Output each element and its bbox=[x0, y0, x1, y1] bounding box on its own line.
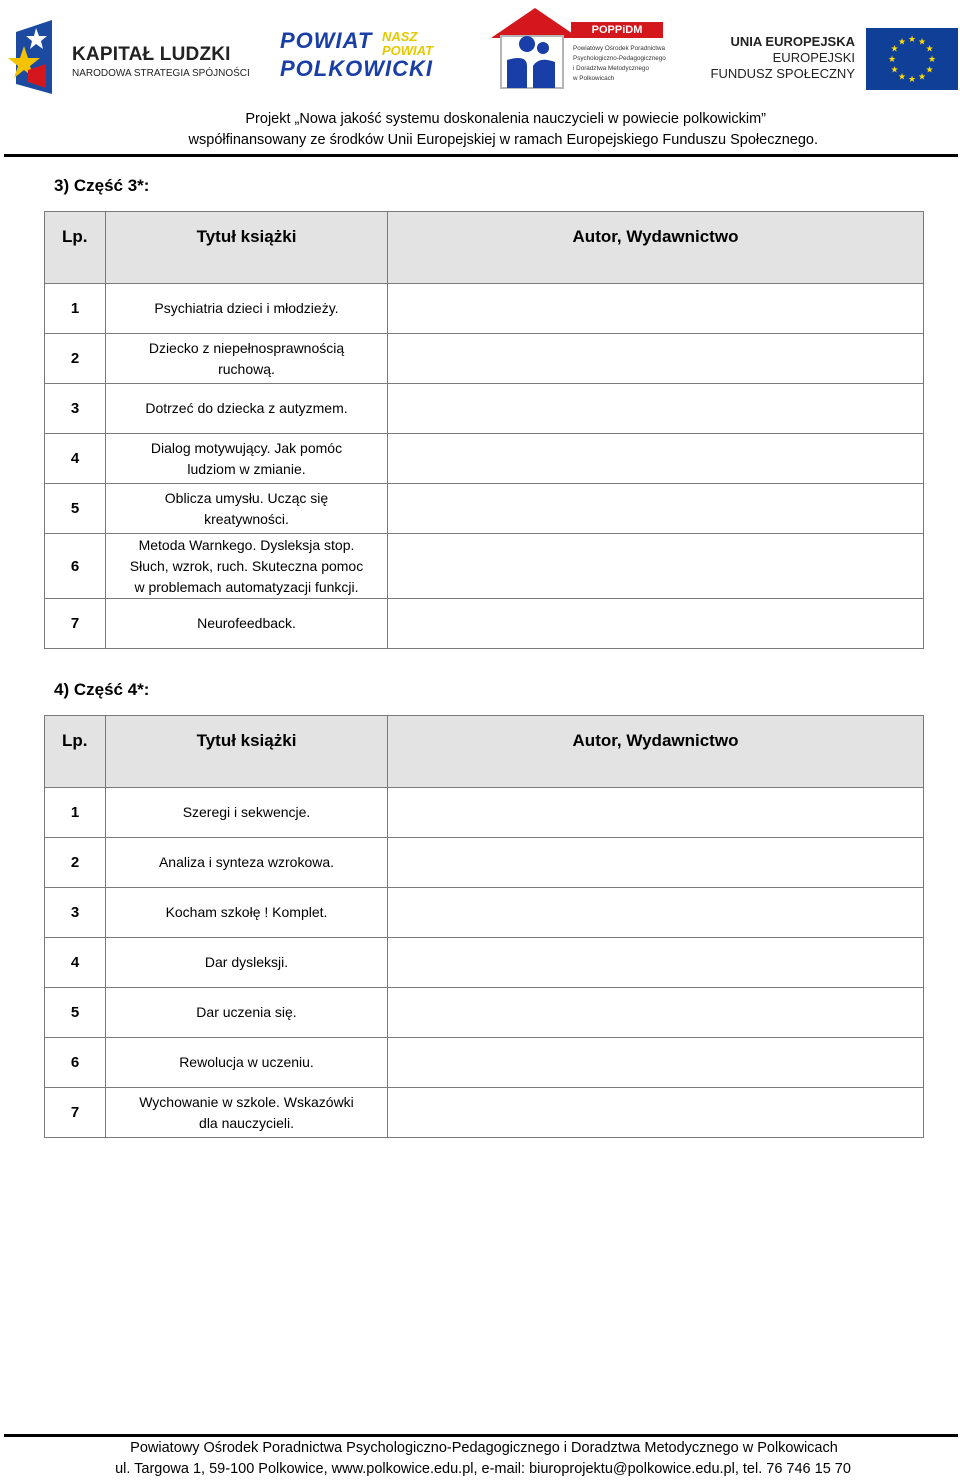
book-title-cell: Psychiatria dzieci i młodzieży. bbox=[106, 284, 388, 334]
kapital-ludzki-logo bbox=[6, 18, 250, 98]
book-title-cell: Oblicza umysłu. Ucząc się kreatywności. bbox=[106, 484, 388, 534]
table-row bbox=[45, 599, 924, 649]
poppidm-desc-line3: i Doradztwa Metodycznego bbox=[573, 65, 649, 72]
powiat-polkowicki-logo bbox=[280, 28, 438, 88]
author-publisher-cell bbox=[388, 1038, 924, 1088]
nasz-powiat-tag bbox=[382, 30, 433, 58]
svg-text:★: ★ bbox=[890, 65, 899, 76]
book-title-cell: Kocham szkołę ! Komplet. bbox=[106, 888, 388, 938]
svg-text:★: ★ bbox=[897, 37, 907, 48]
eu-line1: UNIA EUROPEJSKA bbox=[730, 34, 855, 49]
author-publisher-cell bbox=[388, 334, 924, 384]
powiat-word: POWIAT bbox=[280, 28, 373, 53]
book-title-cell: Dialog motywujący. Jak pomóc ludziom w zmianie. bbox=[106, 434, 388, 484]
svg-text:★: ★ bbox=[925, 65, 934, 76]
project-line-1: Projekt „Nowa jakość systemu doskonalenia nauczycieli w powiecie polkowickim” bbox=[245, 111, 766, 127]
row-number: 1 bbox=[45, 788, 106, 838]
svg-text:★: ★ bbox=[890, 44, 899, 55]
kapital-ludzki-title: KAPITAŁ LUDZKI bbox=[72, 44, 231, 65]
table-row bbox=[45, 534, 924, 599]
eu-line2: EUROPEJSKI bbox=[772, 50, 855, 65]
author-publisher-cell bbox=[388, 888, 924, 938]
table-row bbox=[45, 284, 924, 334]
svg-text:★: ★ bbox=[927, 55, 937, 65]
table-header-row bbox=[45, 212, 924, 284]
poppidm-desc-line1: Powiatowy Ośrodek Poradnictwa bbox=[573, 45, 666, 52]
table-row bbox=[45, 888, 924, 938]
author-publisher-cell bbox=[388, 384, 924, 434]
author-publisher-cell bbox=[388, 938, 924, 988]
book-title-cell: Rewolucja w uczeniu. bbox=[106, 1038, 388, 1088]
author-publisher-cell bbox=[388, 988, 924, 1038]
table-body bbox=[45, 788, 924, 1138]
table-row bbox=[45, 988, 924, 1038]
row-number: 7 bbox=[45, 1088, 106, 1138]
section-heading-4: 4) Część 4*: bbox=[54, 680, 150, 699]
svg-text:★: ★ bbox=[907, 75, 917, 85]
table-row bbox=[45, 938, 924, 988]
book-title-cell: Metoda Warnkego. Dysleksja stop. Słuch, wzrok, ruch. Skuteczna pomoc w problemach automatyzacji funkcji. bbox=[106, 534, 388, 599]
poppidm-house-icon bbox=[483, 4, 571, 92]
poppidm-desc-line4: w Polkowicach bbox=[573, 75, 615, 82]
poppidm-desc-line2: Psychologiczno-Pedagogicznego bbox=[573, 55, 666, 62]
author-publisher-cell bbox=[388, 838, 924, 888]
section-heading-3: 3) Część 3*: bbox=[54, 176, 150, 195]
table-row bbox=[45, 384, 924, 434]
table-row bbox=[45, 334, 924, 384]
header-author: Autor, Wydawnictwo bbox=[388, 212, 924, 284]
row-number: 1 bbox=[45, 284, 106, 334]
kapital-ludzki-subtitle: NARODOWA STRATEGIA SPÓJNOŚCI bbox=[72, 68, 250, 79]
eu-flag-icon bbox=[866, 28, 958, 90]
polkowicki-word: POLKOWICKI bbox=[280, 56, 433, 81]
svg-text:★: ★ bbox=[897, 72, 907, 83]
table-row bbox=[45, 1088, 924, 1138]
book-table-part-3 bbox=[44, 211, 924, 649]
book-title-cell: Szeregi i sekwencje. bbox=[106, 788, 388, 838]
book-title-cell: Dar uczenia się. bbox=[106, 988, 388, 1038]
header-lp: Lp. bbox=[45, 212, 106, 284]
row-number: 5 bbox=[45, 988, 106, 1038]
author-publisher-cell bbox=[388, 534, 924, 599]
poppidm-logo bbox=[483, 4, 671, 92]
author-publisher-cell bbox=[388, 484, 924, 534]
poppidm-description bbox=[573, 44, 666, 84]
book-title-cell: Analiza i synteza wzrokowa. bbox=[106, 838, 388, 888]
book-title-cell: Dotrzeć do dziecka z autyzmem. bbox=[106, 384, 388, 434]
nasz-word: NASZ bbox=[382, 29, 418, 44]
author-publisher-cell bbox=[388, 1088, 924, 1138]
table-row bbox=[45, 1038, 924, 1088]
book-table-part-4 bbox=[44, 715, 924, 1138]
row-number: 3 bbox=[45, 888, 106, 938]
table-header-row bbox=[45, 716, 924, 788]
project-line-2: współfinansowany ze środków Unii Europejskiej w ramach Europejskiego Funduszu Społecznego. bbox=[188, 132, 818, 148]
table-row bbox=[45, 838, 924, 888]
book-title-cell: Dziecko z niepełnosprawnością ruchową. bbox=[106, 334, 388, 384]
svg-text:★: ★ bbox=[887, 55, 897, 65]
row-number: 7 bbox=[45, 599, 106, 649]
footer-divider bbox=[4, 1434, 958, 1437]
eu-line3: FUNDUSZ SPOŁECZNY bbox=[710, 66, 855, 81]
row-number: 6 bbox=[45, 1038, 106, 1088]
header-title: Tytuł książki bbox=[106, 212, 388, 284]
author-publisher-cell bbox=[388, 599, 924, 649]
svg-text:★: ★ bbox=[917, 72, 927, 83]
eu-logo bbox=[710, 28, 958, 90]
header-lp: Lp. bbox=[45, 716, 106, 788]
poppidm-brand: POPPiDM bbox=[571, 22, 663, 38]
book-title-cell: Dar dysleksji. bbox=[106, 938, 388, 988]
author-publisher-cell bbox=[388, 284, 924, 334]
header-title: Tytuł książki bbox=[106, 716, 388, 788]
table-row bbox=[45, 788, 924, 838]
book-title-cell: Neurofeedback. bbox=[106, 599, 388, 649]
author-publisher-cell bbox=[388, 434, 924, 484]
header-author: Autor, Wydawnictwo bbox=[388, 716, 924, 788]
row-number: 4 bbox=[45, 938, 106, 988]
row-number: 6 bbox=[45, 534, 106, 599]
table-row bbox=[45, 434, 924, 484]
footer-line-1: Powiatowy Ośrodek Poradnictwa Psychologiczno-Pedagogicznego i Doradztwa Metodycznego w Polkowicach bbox=[130, 1440, 838, 1456]
header-divider bbox=[4, 154, 958, 157]
table-row bbox=[45, 484, 924, 534]
row-number: 4 bbox=[45, 434, 106, 484]
row-number: 2 bbox=[45, 334, 106, 384]
svg-text:★: ★ bbox=[907, 35, 917, 45]
powiat-tag-word: POWIAT bbox=[382, 43, 434, 58]
svg-text:★: ★ bbox=[917, 37, 927, 48]
row-number: 3 bbox=[45, 384, 106, 434]
row-number: 5 bbox=[45, 484, 106, 534]
book-title-cell: Wychowanie w szkole. Wskazówki dla nauczycieli. bbox=[106, 1088, 388, 1138]
svg-text:★: ★ bbox=[925, 44, 934, 55]
table-body bbox=[45, 284, 924, 649]
footer-line-2: ul. Targowa 1, 59-100 Polkowice, www.polkowice.edu.pl, e-mail: biuroprojektu@polkowice.edu.pl, tel. 76 746 15 70 bbox=[115, 1461, 851, 1477]
row-number: 2 bbox=[45, 838, 106, 888]
kapital-ludzki-emblem-icon bbox=[6, 18, 66, 98]
author-publisher-cell bbox=[388, 788, 924, 838]
